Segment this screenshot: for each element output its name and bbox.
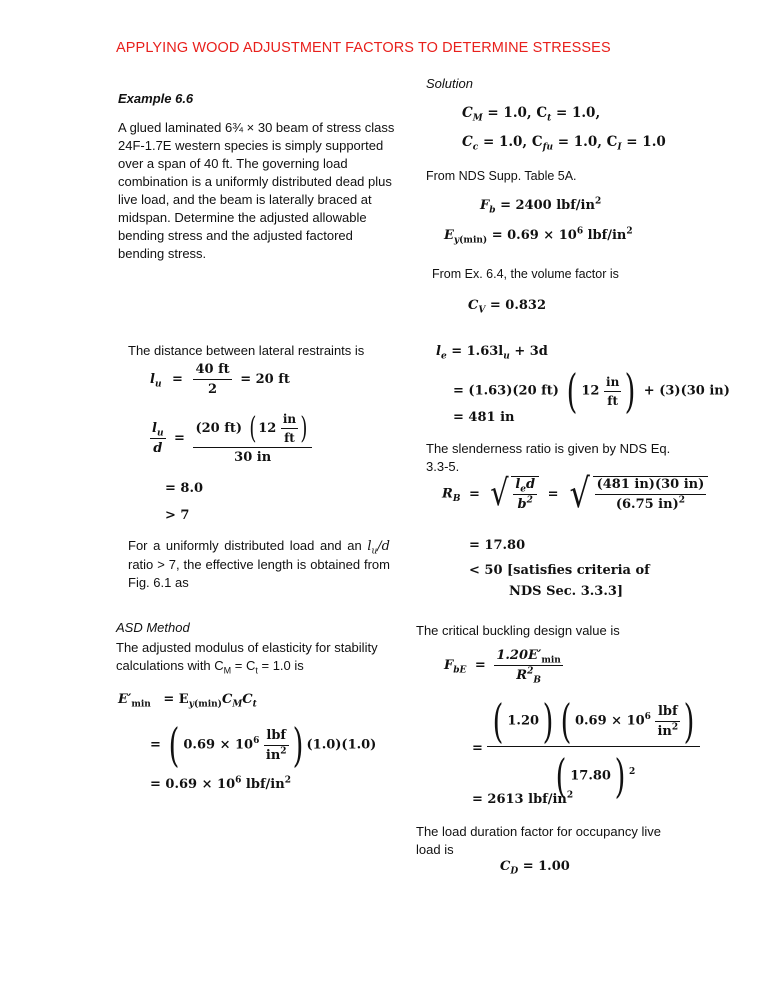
- cv-equation: $C_V = 0.832$: [468, 298, 547, 316]
- lu-result: = 20 ft: [240, 372, 290, 387]
- le-equation-line2: = (1.63)(20 ft) ( 12 $\frac{in}{ft}$ ) + (3)(30 in): [453, 364, 730, 418]
- ratio-gt: > 7: [165, 508, 190, 523]
- uniform-text-2: ratio > 7, the effective length is obtained from Fig. 6.1 as: [128, 557, 390, 590]
- le-result: = 481 in: [453, 410, 515, 425]
- fbe-num2b: 0.69 × 10: [574, 713, 645, 729]
- slenderness-text: The slenderness ratio is given by NDS Eq. 3.3-5.: [426, 441, 671, 474]
- lu-denominator: 2: [193, 379, 231, 397]
- solution-label: Solution: [426, 76, 473, 91]
- factors-1b: = 1.0,: [555, 105, 601, 121]
- fbe-result: = 2613 lbf/$in^2$: [472, 790, 574, 807]
- factors-line2: $C_c = 1.0$, $C_{fu} = 1.0$, $C_I = 1.0$: [462, 134, 666, 153]
- emin-rhs: = E: [163, 692, 189, 707]
- emin-equation-line2: = ( $0.69 \times 10^6$ $\frac{\text{lbf}}{in^2}$ ) (1.0)(1.0): [150, 718, 377, 772]
- fb-equation: $F_b = 2400$ lbf/$in^2$: [480, 196, 602, 216]
- emin-value: 0.69 × 10: [183, 737, 254, 753]
- rb-equation: $R_B$ = √ $\frac{l_ed}{b^2}$ = √ $\frac{(481 in)(30 in)}{(6.75 in)^2}$: [442, 474, 708, 514]
- ratio-b: 12: [258, 421, 277, 436]
- fbe-den2: 17.80: [570, 768, 611, 784]
- ey-value: = 0.69 × 10: [491, 228, 577, 243]
- rb-result: = 17.80: [469, 538, 526, 553]
- le-line2c: + (3)(30 in): [643, 383, 730, 399]
- lu-equation: $l_u$ = $\frac{40 ft}{2}$ = 20 ft: [150, 362, 290, 397]
- cv-value: = 0.832: [489, 298, 547, 313]
- fbe-intro: The critical buckling design value is: [416, 623, 620, 638]
- ey-unit: lbf/in: [583, 228, 627, 243]
- volume-factor-text: From Ex. 6.4, the volume factor is: [432, 267, 619, 281]
- le-line2b: 12: [581, 383, 600, 399]
- rb-criteria-1: < 50 [satisfies criteria of: [469, 563, 650, 578]
- le-equation: $l_e = 1.63l_u + 3d$: [436, 344, 548, 362]
- fbe-numerator: 1.20E′: [496, 648, 542, 663]
- le-eq: = 1.63l: [451, 344, 504, 359]
- uniform-load-text: For a uniformly distributed load and an $l_u/d$ ratio > 7, the effective length is obtained from Fig. 6.1 as: [128, 538, 390, 590]
- fb-value: = 2400 lbf/in: [500, 198, 595, 213]
- restraint-intro: The distance between lateral restraints is: [128, 343, 365, 358]
- emin-tail: (1.0)(1.0): [306, 737, 377, 753]
- example-title: Example 6.6: [118, 91, 194, 106]
- ratio-a: (20 ft): [195, 421, 242, 436]
- rb-criteria-2: NDS Sec. 3.3.3]: [509, 584, 624, 599]
- cd-intro: The load duration factor for occupancy live load is: [416, 824, 661, 857]
- ratio-equation: $\frac{l_u}{d}$ = (20 ft) ( 12 $\frac{in}{ft}$ ) 30 in: [150, 412, 312, 465]
- factors-line1: $C_M = 1.0$, $C_t = 1.0$,: [462, 105, 601, 124]
- cd-value: = 1.00: [522, 859, 570, 874]
- rb-denominator: (6.75 in): [615, 497, 679, 512]
- emin-result-value: = 0.69 × 10: [150, 777, 236, 792]
- ey-equation: $E_{y(min)} = 0.69 \times 10^6$ lbf/$in^2$: [444, 226, 633, 246]
- fbe-num2a: 1.20: [507, 713, 540, 729]
- le-line2a: = (1.63)(20 ft): [453, 383, 559, 399]
- rb-numerator: (481 in)(30 in): [596, 477, 705, 492]
- nds-reference: From NDS Supp. Table 5A.: [426, 169, 577, 183]
- fbe-equation: $F_{bE}$ = $\frac{1.20E'_{min}}{R^2_B}$: [444, 648, 561, 686]
- lu-numerator: 40 ft: [195, 362, 230, 377]
- factors-2c: = 1.0: [626, 134, 666, 150]
- asd-text-3: = 1.0 is: [257, 658, 304, 673]
- fbe-result-value: = 2613 lbf/in: [472, 792, 567, 807]
- cd-equation: $C_D = 1.00$: [500, 859, 570, 877]
- emin-result: = $0.69 \times 10^6$ lbf/$in^2$: [150, 775, 291, 792]
- asd-method-title: ASD Method: [116, 620, 190, 635]
- page-header: APPLYING WOOD ADJUSTMENT FACTORS TO DETERMINE STRESSES: [116, 40, 611, 56]
- asd-text-2: = C: [231, 658, 256, 673]
- asd-text: The adjusted modulus of elasticity for stability calculations with $C_M = C_t = 1.0$ is: [116, 640, 378, 676]
- ratio-result: = 8.0: [165, 481, 204, 496]
- factors-2a: = 1.0, C: [482, 134, 543, 150]
- fbe-equation-line2: = ( 1.20) ( $0.69 \times 10^6$ $\frac{\text{lbf}}{in^2}$ ) ( 17.80) $^2$: [472, 698, 700, 799]
- le-eq-tail: + 3d: [509, 344, 548, 359]
- ratio-denominator: 30 in: [193, 447, 311, 465]
- emin-equation-line1: $E'_{min} = E_{y(min)}C_MC_t$: [118, 692, 257, 710]
- factors-2b: = 1.0, C: [557, 134, 618, 150]
- emin-result-unit: lbf/in: [241, 777, 285, 792]
- factors-1: = 1.0, C: [487, 105, 548, 121]
- asd-text-1: The adjusted modulus of elasticity for stability calculations with C: [116, 640, 378, 673]
- problem-statement: A glued laminated 6¾ × 30 beam of stress class 24F-1.7E western species is simply supported over a span of 40 ft. The governing load combination is a uniformly distributed dead plus live load, and the beam is laterally braced at midspan. Determine the adjusted allowable bending stress and the adjusted factored bending stress.: [118, 120, 395, 261]
- uniform-text-1: For a uniformly distributed load and an: [128, 538, 362, 553]
